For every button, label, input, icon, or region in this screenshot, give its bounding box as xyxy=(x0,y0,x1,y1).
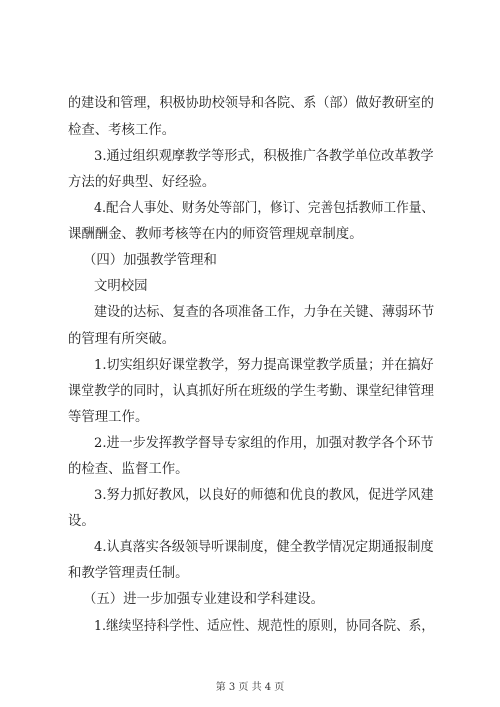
text-line: 等管理工作。 xyxy=(68,410,149,425)
text-line: 1.切实组织好课堂教学，努力提高课堂教学质量；并在搞好 xyxy=(94,358,434,373)
text-line: 2.进一步发挥教学督导专家组的作用，加强对教学各个环节 xyxy=(94,436,434,451)
text-line: 课堂教学的同时，认真抓好所在班级的学生考勤、课堂纪律管理 xyxy=(68,384,434,399)
text-line: 方法的好典型、好经验。 xyxy=(68,175,216,190)
text-line: 3.努力抓好教风，以良好的师德和优良的教风，促进学风建 xyxy=(94,488,434,503)
text-line: 的检查、监督工作。 xyxy=(68,462,189,477)
text-line: 设。 xyxy=(68,514,95,529)
text-line: 建设的达标、复查的各项准备工作，力争在关键、薄弱环节 xyxy=(94,305,435,320)
text-line: 的建设和管理，积极协助校领导和各院、系（部）做好教研室的 xyxy=(68,96,434,111)
text-line: 4.配合人事处、财务处等部门，修订、完善包括教师工作量、 xyxy=(94,201,435,216)
text-line: 检查、考核工作。 xyxy=(68,123,176,138)
text-line: 课酬酬金、教师考核等在内的师资管理规章制度。 xyxy=(68,227,363,242)
page-footer: 第 3 页 共 4 页 xyxy=(215,682,285,693)
section-heading: （五）进一步加强专业建设和学科建设。 xyxy=(83,592,325,607)
text-line: 4.认真落实各级领导听课制度，健全教学情况定期通报制度 xyxy=(94,540,434,555)
text-line: 3.通过组织观摩教学等形式，积极推广各教学单位改革教学 xyxy=(94,149,434,164)
section-heading: （四）加强教学管理和 xyxy=(83,253,217,268)
text-line: 1.继续坚持科学性、适应性、规范性的原则，协同各院、系， xyxy=(94,619,435,634)
text-line: 的管理有所突破。 xyxy=(68,332,176,347)
text-line: 文明校园 xyxy=(94,279,148,294)
text-line: 和教学管理责任制。 xyxy=(68,566,189,581)
